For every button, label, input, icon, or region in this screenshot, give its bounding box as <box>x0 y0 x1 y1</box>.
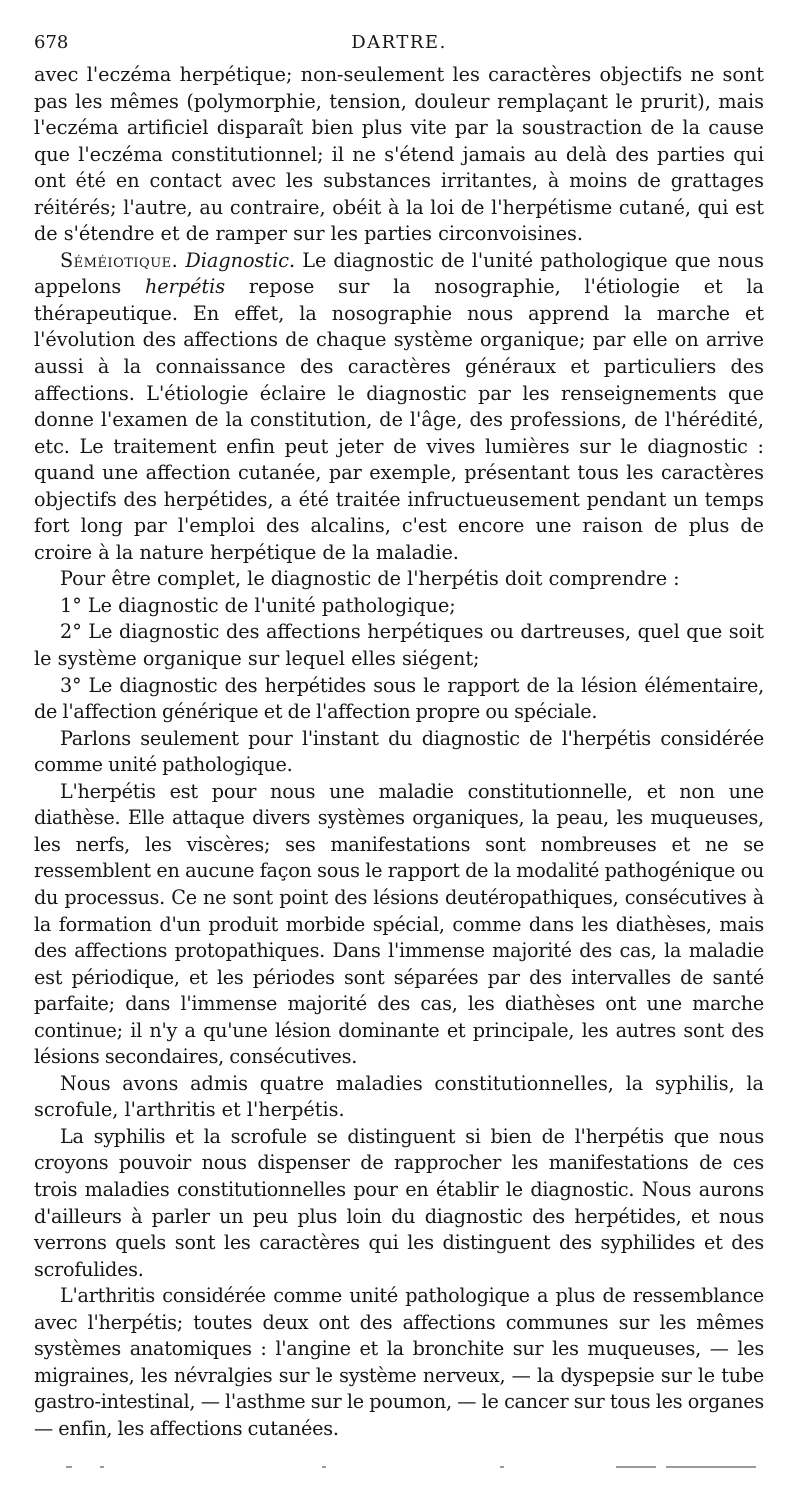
paragraph-quatre: Nous avons admis quatre maladies constitutionnelles, la syphilis, la scrofule, l'arthritis et l'herpétis. <box>34 1071 764 1122</box>
list-item-3: 3° Le diagnostic des herpétides sous le rapport de la lésion élémentaire, de l'affection générique et de l'affection propre ou spéciale. <box>34 673 764 724</box>
paragraph-arthritis: L'arthritis considérée comme unité pathologique a plus de ressemblance avec l'herpétis; toutes deux ont des affections communes sur les mêmes systèmes anatomiques : l'angine et la bronchite sur les muqueuses, — les migraines, les névralgies sur le système nerveux, — la dyspepsie sur le tube gastro-intestinal, — l'asthme sur le poumon, — le cancer sur tous les organes — enfin, les affections cutanées. <box>34 1284 764 1440</box>
body-text <box>34 62 764 1442</box>
paragraph-parlons: Parlons seulement pour l'instant du diagnostic de l'herpétis considérée comme unité pathologique. <box>34 726 764 777</box>
paragraph-text-a: Le diagnostic de l'unité pathologique que nous appelons <box>34 248 764 299</box>
list-item-2: 2° Le diagnostic des affections herpétiques ou dartreuses, quel que soit le système organique sur lequel elles siégent; <box>34 620 764 671</box>
paragraph-maladie: L'herpétis est pour nous une maladie constitutionnelle, et non une diathèse. Elle attaque divers systèmes organiques, la peau, les muqueuses, les nerfs, les viscères; ses manifestations sont nombreuses et ne se ressemblent en aucune façon sous le rapport de la modalité pathogénique ou du processus. Ce ne sont point des lésions deutéropathiques, consécutives à la formation d'un produit morbide spécial, comme dans les diathèses, mais des affections protopathiques. Dans l'immense majorité des cas, la maladie est périodique, et les périodes sont séparées par des intervalles de santé parfaite; dans l'immense majorité des cas, les diathèses ont une marche continue; il n'y a qu'une lésion dominante et principale, les autres sont des lésions secondaires, consécutives. <box>34 779 764 1069</box>
paragraph-complet: Pour être complet, le diagnostic de l'herpétis doit comprendre : <box>60 567 680 591</box>
bottom-print-marks <box>60 1466 760 1470</box>
running-head: DARTRE. <box>351 32 447 53</box>
subsection-label: Diagnostic. <box>185 248 296 272</box>
paragraph-semeiotique <box>34 248 764 567</box>
paragraph-continuation: avec l'eczéma herpétique; non-seulement les caractères objectifs ne sont pas les mêmes (polymorphie, tension, douleur remplaçant le prurit), mais l'eczéma artificiel disparaît bien plus vite par la soustraction de la cause que l'eczéma constitutionnel; il ne s'étend jamais au delà des parties qui ont été en contact avec les substances irritantes, à moins de grattages réitérés; l'autre, au contraire, obéit à la loi de l'herpétisme cutané, qui est de s'étendre et de ramper sur les parties circonvoisines. <box>34 63 764 246</box>
paragraph-syphilis: La syphilis et la scrofule se distinguent si bien de l'herpétis que nous croyons pouvoir nous dispenser de rapprocher les manifestations de ces trois maladies constitutionnelles pour en établir le diagnostic. Nous aurons d'ailleurs à parler un peu plus loin du diagnostic des herpétides, et nous verrons quels sont les caractères qui les distinguent des syphilides et des scrofulides. <box>34 1124 764 1281</box>
paragraph-text-b: repose sur la nosographie, l'étiologie et la thérapeutique. En effet, la nosographie nous apprend la marche et l'évolution des affections de chaque système organique; par elle on arrive aussi à la connaissance des caractères généraux et particuliers des affections. L'étiologie éclaire le diagnostic par les renseignements que donne l'examen de la constitution, de l'âge, des professions, de l'hérédité, etc. Le traitement enfin peut jeter de vives lumières sur le diagnostic : quand une affection cutanée, par exemple, présentant tous les caractères objectifs des herpétides, a été traitée infructueusement pendant un temps fort long par l'emploi des alcalins, c'est encore une raison de plus de croire à la nature herpétique de la maladie. <box>34 275 764 564</box>
italic-term: herpétis <box>144 275 226 299</box>
page-number: 678 <box>34 32 69 53</box>
section-label: Séméiotique. <box>60 248 179 272</box>
page-header <box>34 32 764 56</box>
list-item-1: 1° Le diagnostic de l'unité pathologique; <box>60 593 456 617</box>
